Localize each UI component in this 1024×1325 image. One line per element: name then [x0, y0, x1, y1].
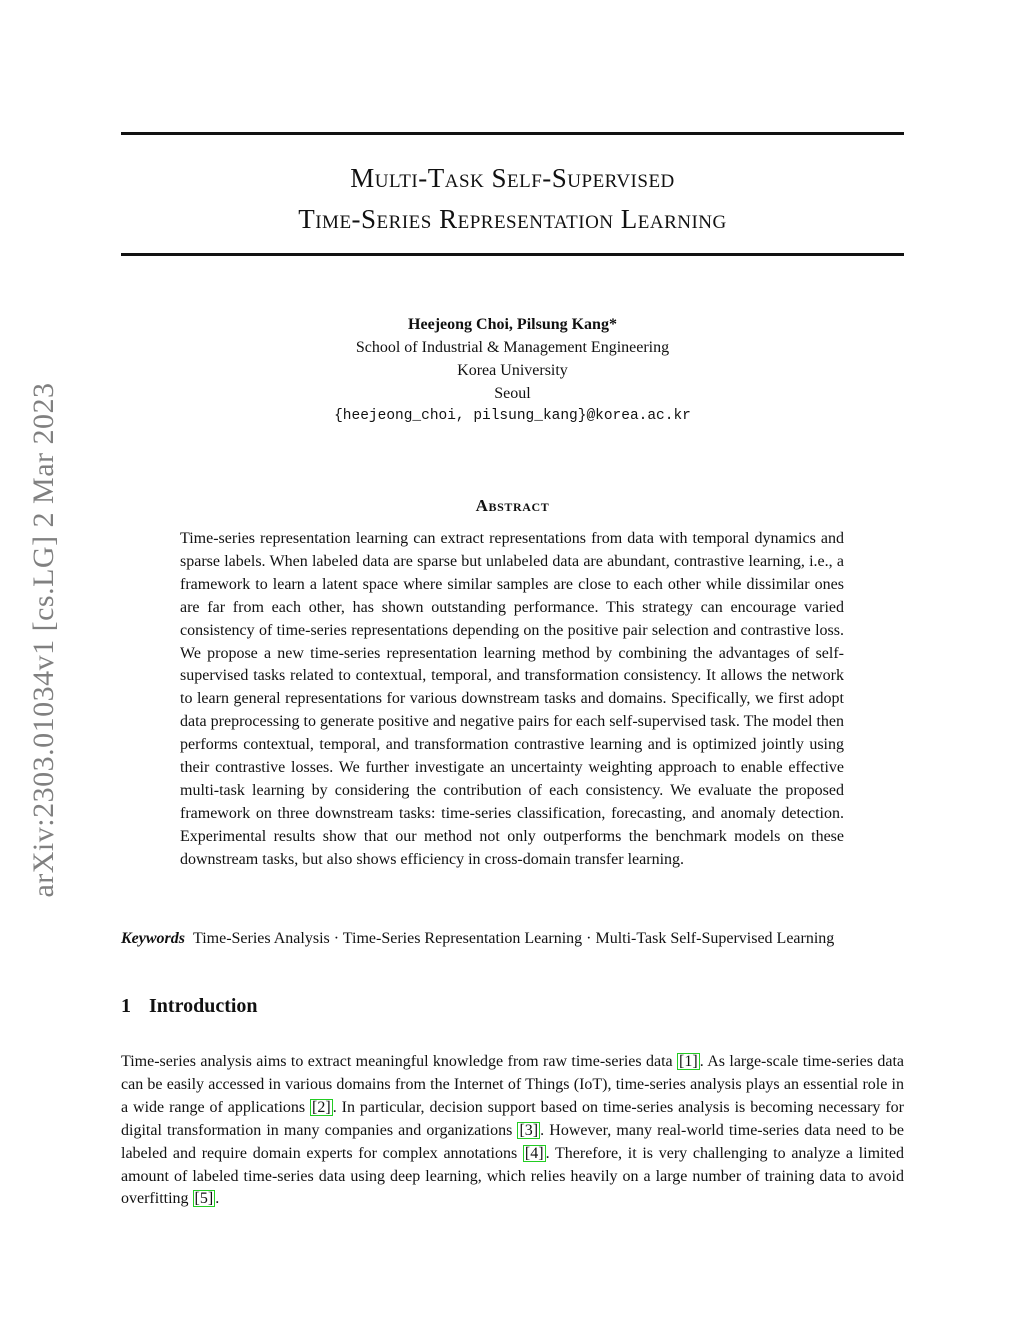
introduction-paragraph	[121, 1051, 904, 1211]
intro-text-1: Time-series analysis aims to extract meaningful knowledge from raw time-series data	[121, 1053, 678, 1070]
author-university: Korea University	[457, 362, 568, 379]
citation-link-5[interactable]: [5]	[194, 1190, 214, 1208]
intro-text-4: . However, many real-world time-series data need to be labeled and require domain experts for complex annotations	[121, 1121, 904, 1162]
intro-text-2: . As large-scale time-series data can be easily accessed in various domains from the Internet of Things (IoT), time-series analysis plays an essential role in a wide range of applications	[121, 1053, 904, 1116]
section-heading-introduction	[121, 995, 258, 1018]
paper-title-line-2: Time-Series Representation Learning	[298, 204, 727, 234]
author-affiliation: School of Industrial & Management Engineering	[355, 339, 670, 356]
citation-link-3[interactable]: [3]	[519, 1121, 539, 1139]
title-rule-bottom	[121, 253, 904, 256]
author-email: {heejeong_choi, pilsung_kang}@korea.ac.kr	[334, 408, 691, 424]
section-title: Introduction	[149, 995, 258, 1017]
citation-link-1[interactable]: [1]	[679, 1053, 698, 1070]
author-city: Seoul	[494, 385, 531, 402]
keywords-label: Keywords	[121, 930, 185, 947]
abstract-heading: Abstract	[475, 496, 550, 515]
citation-link-2[interactable]: [2]	[312, 1098, 331, 1116]
arxiv-identifier: arXiv:2303.01034v1 [cs.LG] 2 Mar 2023	[27, 382, 60, 898]
title-rule-top	[121, 132, 904, 135]
author-block	[121, 313, 904, 428]
paper-title-line-1: Multi-Task Self-Supervised	[350, 163, 675, 193]
section-number: 1	[121, 995, 131, 1017]
keywords-text: Time-Series Analysis · Time-Series Representation Learning · Multi-Task Self-Supervised Learning	[193, 930, 835, 947]
intro-text-3: . In particular, decision support based on time-series analysis is becoming necessary for digital transformation in many companies and organizations	[121, 1098, 904, 1139]
abstract-text: Time-series representation learning can extract representations from data with temporal dynamics and sparse labels. When labeled data are sparse but unlabeled data are abundant, contrastive learning, i.e., a framework to learn a latent space where similar samples are close to each other while dissimilar ones are far from each other, has shown outstanding performance. This strategy can encourage varied consistency of time-series representations depending on the positive pair selection and contrastive loss. We propose a new time-series representation learning method by combining the advantages of self-supervised tasks related to contextual, temporal, and transformation consistency. It allows the network to learn general representations for various downstream tasks and domains. Specifically, we first adopt data preprocessing to generate positive and negative pairs for each self-supervised task. The model then performs contextual, temporal, and transformation contrastive learning and is optimized jointly using their contrastive losses. We further investigate an uncertainty weighting approach to enable effective multi-task learning by considering the contribution of each consistency. We evaluate the proposed framework on three downstream tasks: time-series classification, forecasting, and anomaly detection. Experimental results show that our method not only outperforms the benchmark models on these downstream tasks, but also shows efficiency in cross-domain transfer learning.	[180, 530, 844, 868]
intro-text-5: . Therefore, it is very challenging to analyze a limited amount of labeled time-series data using deep learning, which relies heavily on a large number of training data to avoid overfitting	[121, 1144, 905, 1208]
keywords-line	[121, 928, 904, 950]
author-names: Heejeong Choi, Pilsung Kang*	[408, 316, 617, 333]
citation-link-4[interactable]: [4]	[524, 1144, 544, 1162]
intro-text-6: .	[215, 1190, 220, 1208]
